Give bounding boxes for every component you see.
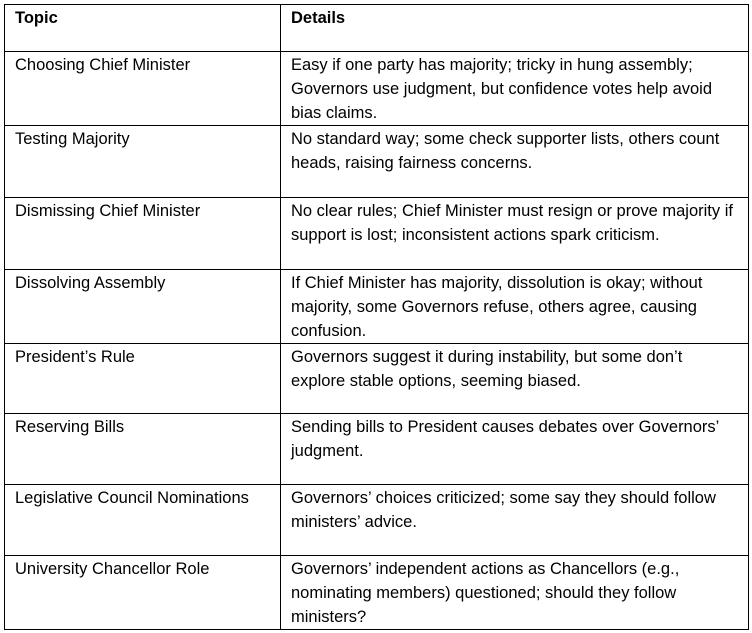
table-row xyxy=(5,126,749,198)
table-row xyxy=(5,556,749,630)
governor-roles-table xyxy=(4,4,749,630)
details-cell: Governors’ choices criticized; some say they should follow ministers’ advice. xyxy=(281,485,749,556)
details-cell: No standard way; some check supporter lists, others count heads, raising fairness concerns. xyxy=(281,126,749,198)
table-row xyxy=(5,52,749,126)
topic-cell: Dissolving Assembly xyxy=(5,270,281,344)
details-cell: Governors’ independent actions as Chancellors (e.g., nominating members) questioned; should they follow ministers? xyxy=(281,556,749,630)
details-cell: If Chief Minister has majority, dissolution is okay; without majority, some Governors refuse, others agree, causing confusion. xyxy=(281,270,749,344)
details-cell: Sending bills to President causes debates over Governors’ judgment. xyxy=(281,414,749,485)
table-row xyxy=(5,414,749,485)
table-row xyxy=(5,270,749,344)
table-row xyxy=(5,344,749,414)
topic-cell: Testing Majority xyxy=(5,126,281,198)
details-cell: Easy if one party has majority; tricky in hung assembly; Governors use judgment, but confidence votes help avoid bias claims. xyxy=(281,52,749,126)
topic-cell: University Chancellor Role xyxy=(5,556,281,630)
table-header-row xyxy=(5,5,749,52)
topic-cell: Dismissing Chief Minister xyxy=(5,198,281,270)
table-row xyxy=(5,485,749,556)
details-cell: No clear rules; Chief Minister must resign or prove majority if support is lost; inconsistent actions spark criticism. xyxy=(281,198,749,270)
header-details: Details xyxy=(281,5,749,52)
topic-cell: Choosing Chief Minister xyxy=(5,52,281,126)
topic-cell: President’s Rule xyxy=(5,344,281,414)
topic-cell: Legislative Council Nominations xyxy=(5,485,281,556)
table-row xyxy=(5,198,749,270)
header-topic: Topic xyxy=(5,5,281,52)
topic-cell: Reserving Bills xyxy=(5,414,281,485)
details-cell: Governors suggest it during instability, but some don’t explore stable options, seeming biased. xyxy=(281,344,749,414)
